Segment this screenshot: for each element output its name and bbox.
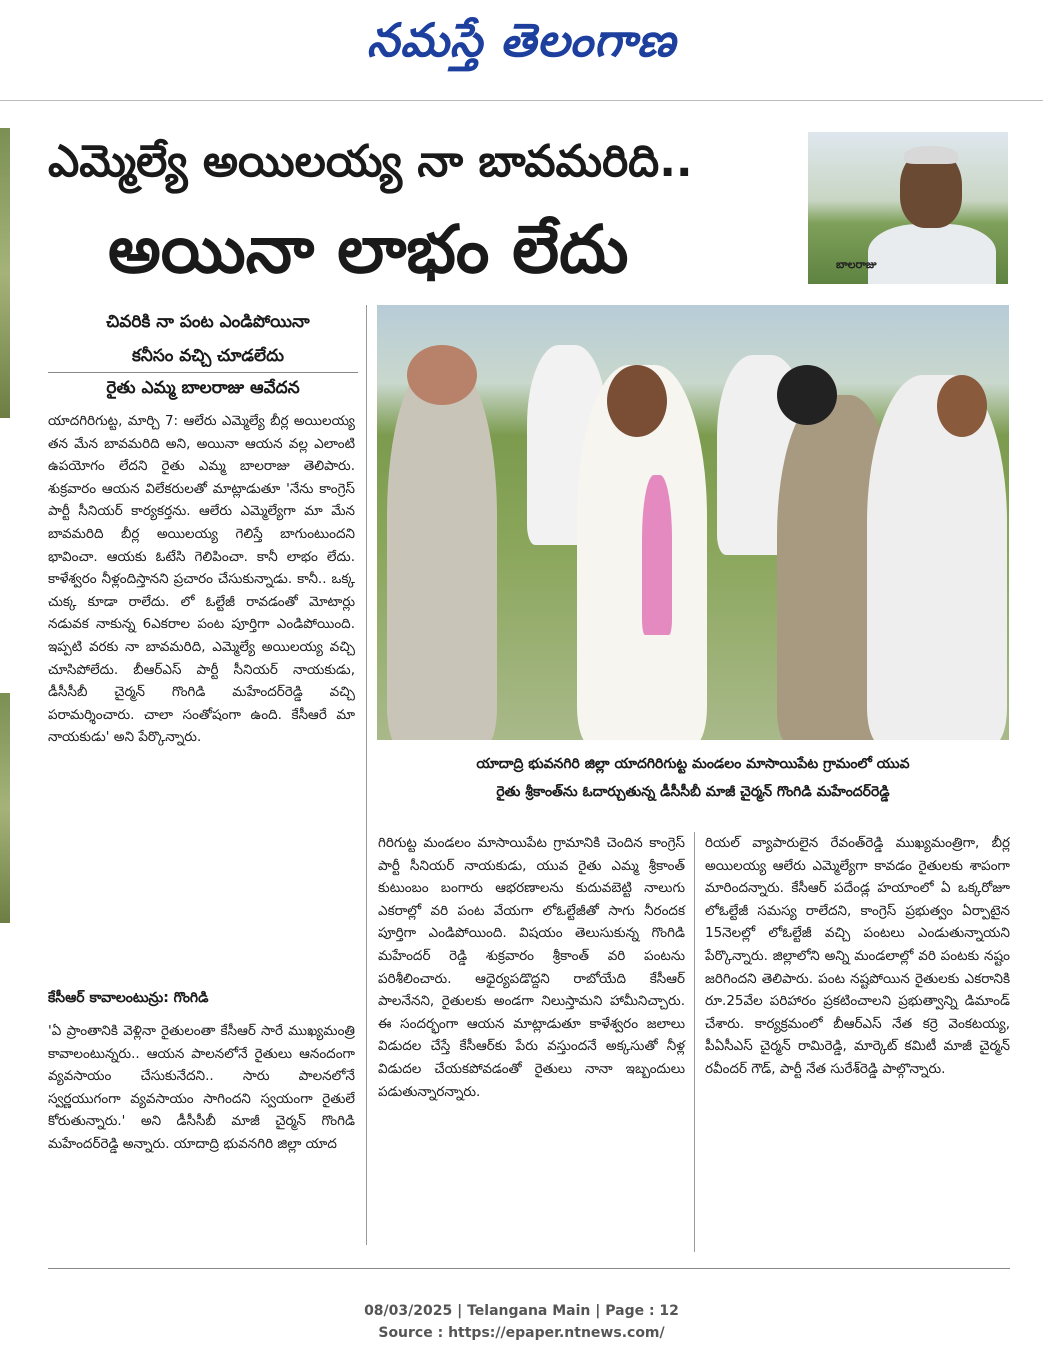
headline-line1: ఎమ్మెల్యే అయిలయ్య నా బావమరిది.. bbox=[48, 136, 693, 187]
portrait-shirt bbox=[868, 224, 996, 284]
column-divider bbox=[366, 305, 367, 1245]
header-divider bbox=[0, 100, 1043, 101]
news-photo bbox=[377, 305, 1009, 740]
adjacent-photo-bottom bbox=[0, 693, 10, 923]
adjacent-photo-top bbox=[0, 128, 10, 418]
paragraph: 'ఏ ప్రాంతానికి వెళ్లినా రైతులంతా కేసీఆర్ సారే ముఖ్యమంత్రి కావాలంటున్నరు.. ఆయన పాలనలోనే రైతులు ఆనందంగా వ్యవసాయం చేసుకునేదని.. సారు పాలనలోనే స్వర్ణయుగంగా వ్యవసాయం సాగిందని స్వయంగా రైతులే కోరుతున్నారు.' అని డీసీసీబీ మాజీ చైర్మన్ గొంగిడి మహేందర్‌రెడ్డి అన్నారు. యాదాద్రి భువనగిరి జిల్లా యాద bbox=[48, 1023, 355, 1152]
paragraph: గిరిగుట్ట మండలం మాసాయిపేట గ్రామానికి చెందిన కాంగ్రెస్ పార్టీ సీనియర్ నాయకుడు, యువ రైతు ఎమ్మ శ్రీకాంత్ కుటుంబం బంగారు ఆభరణాలను కుదువబెట్టి నాలుగు ఎకరాల్లో వరి పంట వేయగా లోఓల్టేజీతో సాగు నీరందక పూర్తిగా ఎండిపోయింది. విషయం తెలుసుకున్న గొంగిడి మహేందర్ రెడ్డి శుక్రవారం శ్రీకాంత్ వరి పంటను పరిశీలించారు. ఆధైర్యపడొద్దని రాబోయేది కేసీఆర్ పాలనేనని, రైతులకు అండగా నిలుస్తామని హామీనిచ్చారు. ఈ సందర్భంగా ఆయన మాట్లాడుతూ కాళేశ్వరం జలాలు విడుదల చేస్తే కేసీఆర్‌కు పేరు వస్తుందనే అక్కసుతో నీళ్ల విడుదల చేయకపోవడంతో రైతులు నానా ఇబ్బందులు పడుతున్నారన్నారు. bbox=[378, 835, 685, 1100]
footer-divider bbox=[48, 1268, 1010, 1269]
portrait-caption: బాలరాజు bbox=[836, 258, 877, 271]
column1-subhead: కేసీఆర్ కావాలంటున్రు: గొంగిడి bbox=[48, 990, 209, 1006]
photo-person bbox=[867, 375, 1007, 740]
footer-source: Source : https://epaper.ntnews.com/ bbox=[378, 1325, 665, 1341]
column-divider bbox=[694, 832, 695, 1252]
photo-scarf bbox=[642, 475, 672, 635]
newspaper-title: నమస్తే తెలంగాణ bbox=[366, 13, 677, 67]
photo-hair bbox=[777, 365, 837, 425]
photo-person bbox=[387, 365, 497, 740]
footer-date-edition: 08/03/2025 | Telangana Main | Page : 12 bbox=[364, 1303, 679, 1319]
masthead bbox=[0, 0, 1043, 80]
photo-face bbox=[937, 375, 987, 437]
subheadline bbox=[58, 305, 358, 373]
portrait-hair bbox=[904, 146, 958, 164]
subheadline-byline: రైతు ఎమ్మ బాలరాజు ఆవేదన bbox=[48, 372, 358, 403]
photo-caption-line1: యాదాద్రి భువనగిరి జిల్లా యాదగిరిగుట్ట మండలం మాసాయిపేట గ్రామంలో యువ bbox=[476, 756, 910, 772]
adjacent-page-strip bbox=[0, 128, 10, 1298]
subheadline-line2: కనీసం వచ్చి చూడలేదు bbox=[132, 346, 284, 366]
article-column-2 bbox=[378, 832, 685, 1103]
article-column-3 bbox=[705, 832, 1010, 1081]
subheadline-line1: చివరికి నా పంట ఎండిపోయినా bbox=[106, 312, 310, 332]
farmer-portrait bbox=[808, 132, 1008, 284]
page-footer bbox=[0, 1300, 1043, 1344]
article-column-1b bbox=[48, 1020, 355, 1156]
photo-caption bbox=[377, 750, 1009, 806]
headline-line2: అయినా లాభం లేదు bbox=[108, 211, 629, 288]
paragraph: యాదగిరిగుట్ట, మార్చి 7: ఆలేరు ఎమ్మెల్యే బీర్ల అయిలయ్య తన మేన బావమరిది అని, అయినా ఆయన వల్ల ఎలాంటి ఉపయోగం లేదని రైతు ఎమ్మ బాలరాజు తెలిపారు. శుక్రవారం ఆయన విలేకరులతో మాట్లాడుతూ 'నేను కాంగ్రెస్ పార్టీ సీనియర్ కార్యకర్తను. ఆలేరు ఎమ్మెల్యేగా మా మేన బావమరిది బీర్ల అయిలయ్య గెలిస్తే బాగుంటుందని భావించా. ఆయకు ఓటేసి గెలిపించా. కానీ లాభం లేదు. కాళేశ్వరం నీళ్లందిస్తానని ప్రచారం చేసుకున్నాడు. కానీ.. ఒక్క చుక్క కూడా రాలేదు. లో ఓల్టేజీ రావడంతో మోటార్లు నడువక నాకున్న 6ఎకరాల పంట పూర్తిగా ఎండిపోయింది. ఇప్పటి వరకు నా బావమరిది, ఎమ్మెల్యే అయిలయ్య వచ్చి చూసిపోలేదు. బీఆర్ఎస్ పార్టీ సీనియర్ నాయకుడు, డీసీసీబీ చైర్మన్ గొంగిడి మహేందర్‌రెడ్డి వచ్చి పరామర్శించారు. చాలా సంతోషంగా ఉంది. కేసీఆరే మా నాయకుడు' అని పేర్కొన్నారు. bbox=[48, 413, 355, 746]
photo-caption-line2: రైతు శ్రీకాంత్‌ను ఓదార్చుతున్న డీసీసీబీ మాజీ చైర్మన్ గొంగిడి మహేందర్‌రెడ్డి bbox=[496, 784, 890, 800]
photo-turban bbox=[407, 345, 477, 405]
photo-face bbox=[607, 365, 667, 437]
paragraph: రియల్ వ్యాపారులైన రేవంత్‌రెడ్డి ముఖ్యమంత్రిగా, బీర్ల అయిలయ్య ఆలేరు ఎమ్మెల్యేగా కావడం రైతులకు శాపంగా మారిందన్నారు. కేసీఆర్ పదేండ్ల హయాంలో ఏ ఒక్కరోజూ లోఓల్టేజీ సమస్య రాలేదని, కాంగ్రెస్ ప్రభుత్వం ఏర్పాటైన 15నెలల్లో లోఓల్టేజీ వచ్చి పంటలు ఎండుతున్నాయని పేర్కొన్నారు. జిల్లాలోని అన్ని మండలాల్లో వరి పంటకు నష్టం జరిగిందని తెలిపారు. పంట నష్టపోయిన రైతులకు ఎకరానికి రూ.25వేల పరిహారం ప్రకటించాలని ప్రభుత్వాన్ని డిమాండ్ చేశారు. కార్యక్రమంలో బీఆర్ఎస్ నేత కర్రె వెంకటయ్య, పీఏసీఎస్ చైర్మన్ రామిరెడ్డి, మార్కెట్ కమిటీ మాజీ చైర్మన్ రవీందర్ గౌడ్, పార్టీ నేత సురేశ్‌రెడ్డి పాల్గొన్నారు. bbox=[705, 835, 1010, 1077]
article-column-1 bbox=[48, 410, 355, 749]
